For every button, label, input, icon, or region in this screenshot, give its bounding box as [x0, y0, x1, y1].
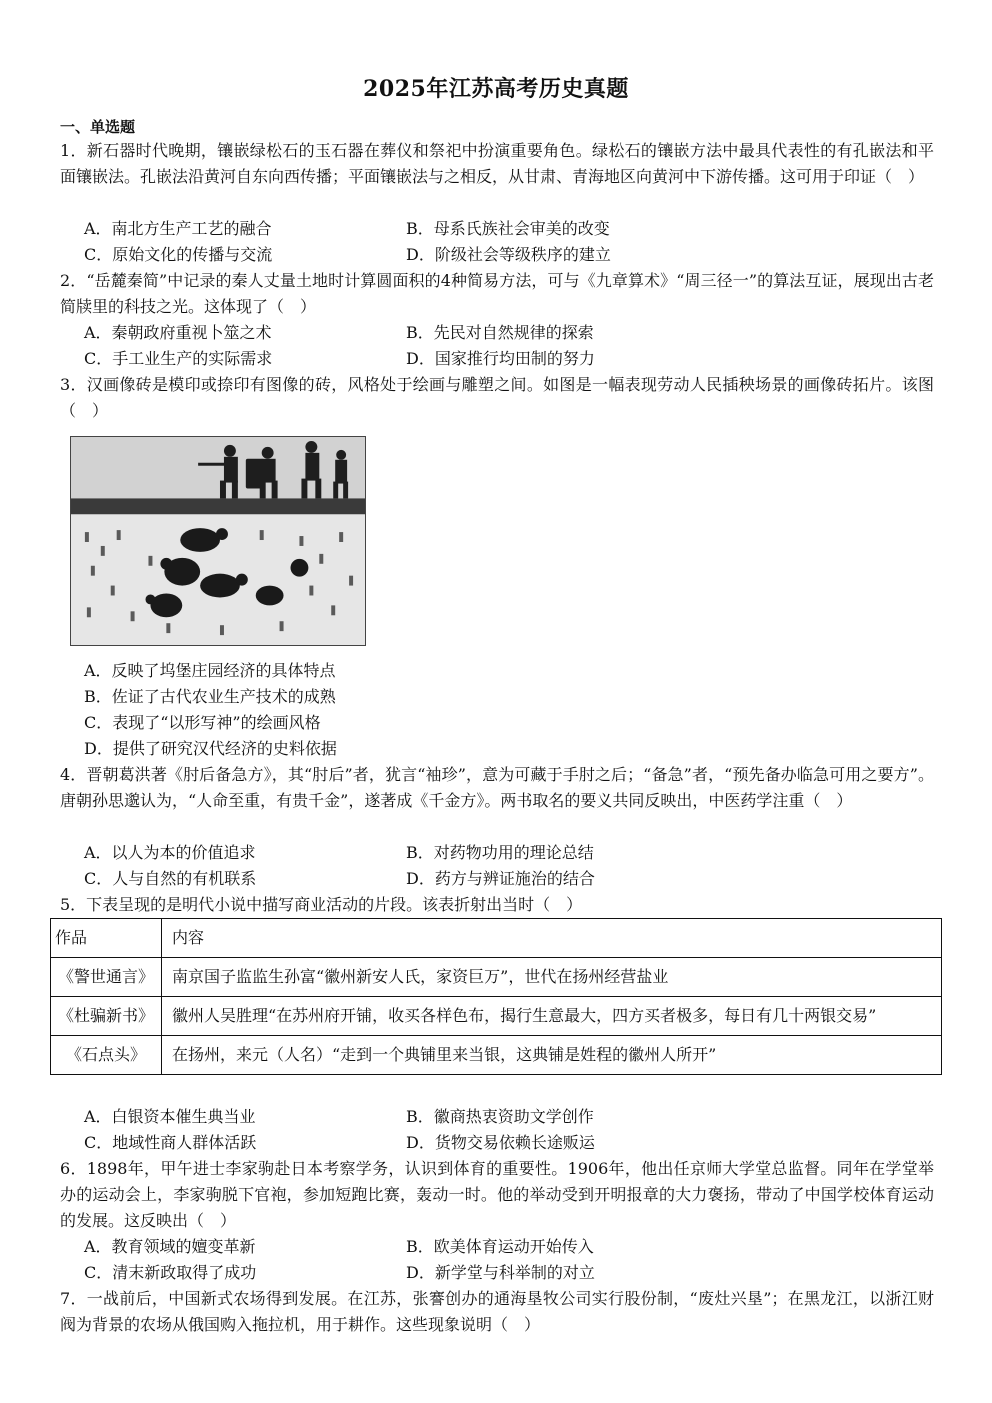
question-6-option-a[interactable]: A．教育领域的嬗变革新 — [84, 1237, 256, 1256]
question-2-option-b[interactable]: B．先民对自然规律的探索 — [406, 323, 594, 342]
question-5-table — [50, 918, 942, 1075]
table-cell-content: 南京国子监监生孙富“徽州新安人氏，家资巨万”，世代在扬州经营盐业 — [162, 958, 942, 997]
question-3-stem: 3．汉画像砖是模印或捺印有图像的砖，风格处于绘画与雕塑之间。如图是一幅表现劳动人民插秧场景的画像砖拓片。该图（ ） — [60, 375, 934, 420]
question-1-option-c[interactable]: C．原始文化的传播与交流 — [84, 245, 273, 264]
question-6-stem: 6．1898年，甲午进士李家驹赴日本考察学务，认识到体育的重要性。1906年，他出任京师大学堂总监督。同年在学堂举办的运动会上，李家驹脱下官袍，参加短跑比赛，轰动一时。他的举动受到开明报章的大力褒扬，带动了中国学校体育运动的发展。这反映出（ ） — [60, 1159, 934, 1230]
question-7-stem: 7．一战前后，中国新式农场得到发展。在江苏，张謇创办的通海垦牧公司实行股份制，“废灶兴垦”；在黑龙江，以浙江财阀为背景的农场从俄国购入拖拉机，用于耕作。这些现象说明（ ） — [60, 1289, 934, 1334]
question-1-option-d[interactable]: D．阶级社会等级秩序的建立 — [406, 245, 611, 264]
question-3-option-d[interactable]: D．提供了研究汉代经济的史料依据 — [84, 739, 337, 758]
question-4-option-c[interactable]: C．人与自然的有机联系 — [84, 869, 257, 888]
question-4-option-d[interactable]: D．药方与辨证施治的结合 — [406, 869, 595, 888]
table-header-cell: 内容 — [162, 919, 942, 958]
table-row — [51, 997, 942, 1036]
question-4-option-a[interactable]: A．以人为本的价值追求 — [84, 843, 256, 862]
question-1-option-b[interactable]: B．母系氏族社会审美的改变 — [406, 219, 610, 238]
table-row — [51, 958, 942, 997]
question-1-stem: 1．新石器时代晚期，镶嵌绿松石的玉石器在葬仪和祭祀中扮演重要角色。绿松石的镶嵌方法中最具代表性的有孔嵌法和平面镶嵌法。孔嵌法沿黄河自东向西传播；平面镶嵌法与之相反，从甘肃、青海地区向黄河中下游传播。这可用于印证（ ） — [60, 141, 934, 186]
question-2-option-c[interactable]: C．手工业生产的实际需求 — [84, 349, 273, 368]
table-cell-content: 徽州人吴胜理“在苏州府开铺，收买各样色布，揭行生意最大，四方买者极多，每日有几十两银交易” — [162, 997, 942, 1036]
question-5-option-b[interactable]: B．徽商热衷资助文学创作 — [406, 1107, 594, 1126]
question-5-option-d[interactable]: D．货物交易依赖长途贩运 — [406, 1133, 595, 1152]
question-4-stem: 4．晋朝葛洪著《肘后备急方》，其“肘后”者，犹言“袖珍”，意为可藏于手肘之后；“备急”者，“预先备办临急可用之要方”。唐朝孙思邈认为，“人命至重，有贵千金”，遂著成《千金方》。两书取名的要义共同反映出，中医药学注重（ ） — [60, 765, 934, 810]
question-1-option-a[interactable]: A．南北方生产工艺的融合 — [84, 219, 272, 238]
table-cell-work: 《石点头》 — [51, 1036, 162, 1075]
section-heading: 一、单选题 — [60, 118, 136, 136]
table-row — [51, 1036, 942, 1075]
page-title: 2025年江苏高考历史真题 — [363, 76, 629, 102]
question-3-option-c[interactable]: C．表现了“以形写神”的绘画风格 — [84, 713, 321, 732]
question-3-option-b[interactable]: B．佐证了古代农业生产技术的成熟 — [84, 687, 336, 706]
question-5-option-a[interactable]: A．白银资本催生典当业 — [84, 1107, 256, 1126]
table-cell-work: 《警世通言》 — [51, 958, 162, 997]
han-brick-rubbing-image — [70, 436, 366, 646]
question-4-option-b[interactable]: B．对药物功用的理论总结 — [406, 843, 594, 862]
question-5-stem: 5．下表呈现的是明代小说中描写商业活动的片段。该表折射出当时（ ） — [60, 895, 583, 914]
table-header-cell: 作品 — [51, 919, 162, 958]
question-6-option-b[interactable]: B．欧美体育运动开始传入 — [406, 1237, 594, 1256]
question-5-option-c[interactable]: C．地域性商人群体活跃 — [84, 1133, 257, 1152]
table-cell-content: 在扬州，来元（人名）“走到一个典铺里来当银，这典铺是姓程的徽州人所开” — [162, 1036, 942, 1075]
table-cell-work: 《杜骗新书》 — [51, 997, 162, 1036]
question-2-option-d[interactable]: D．国家推行均田制的努力 — [406, 349, 595, 368]
question-6-option-d[interactable]: D．新学堂与科举制的对立 — [406, 1263, 595, 1282]
table-header-row — [51, 919, 942, 958]
question-3-option-a[interactable]: A．反映了坞堡庄园经济的具体特点 — [84, 661, 336, 680]
question-2-stem: 2．“岳麓秦简”中记录的秦人丈量土地时计算圆面积的4种简易方法，可与《九章算术》“周三径一”的算法互证，展现出古老简牍里的科技之光。这体现了（ ） — [60, 271, 934, 316]
question-2-option-a[interactable]: A．秦朝政府重视卜筮之术 — [84, 323, 272, 342]
question-6-option-c[interactable]: C．清末新政取得了成功 — [84, 1263, 257, 1282]
